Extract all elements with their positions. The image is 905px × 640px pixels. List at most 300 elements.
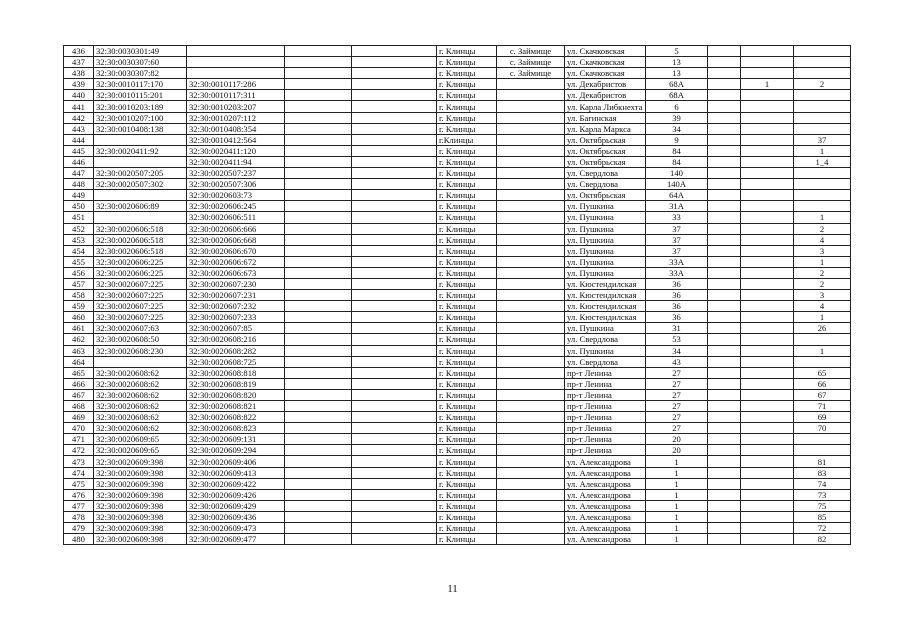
cell-cadastral-number-building: 32:30:0020609:413 — [187, 467, 285, 478]
cell-city: г. Клинцы — [437, 245, 497, 256]
cell-row-number: 473 — [64, 456, 94, 467]
cell-col-5 — [352, 46, 437, 57]
cell-col-11 — [741, 234, 794, 245]
cell-col-11 — [741, 367, 794, 378]
cell-cadastral-number-land: 32:30:0020609:65 — [94, 445, 187, 456]
cell-house-number: 31 — [646, 323, 708, 334]
cell-row-number: 444 — [64, 134, 94, 145]
cell-row-number: 476 — [64, 489, 94, 500]
cell-col-4 — [285, 345, 352, 356]
table-row — [64, 489, 851, 500]
cell-cadastral-number-land: 32:30:0010115:201 — [94, 90, 187, 101]
cell-cadastral-number-land: 32:30:0020608:50 — [94, 334, 187, 345]
cell-street: ул. Пушкина — [565, 267, 646, 278]
cell-house-number: 68А — [646, 79, 708, 90]
cell-house-number: 27 — [646, 412, 708, 423]
table-row — [64, 356, 851, 367]
cell-col-11 — [741, 212, 794, 223]
cell-col-10 — [708, 145, 741, 156]
table-row — [64, 234, 851, 245]
cell-col-5 — [352, 134, 437, 145]
cell-city: г. Клинцы — [437, 523, 497, 534]
cell-row-number: 460 — [64, 312, 94, 323]
cell-col-10 — [708, 301, 741, 312]
cell-col-5 — [352, 312, 437, 323]
cell-cadastral-number-land: 32:30:0020608:62 — [94, 367, 187, 378]
cell-row-number: 450 — [64, 201, 94, 212]
cell-col-5 — [352, 245, 437, 256]
cell-col-4 — [285, 68, 352, 79]
cell-row-number: 454 — [64, 245, 94, 256]
cell-street: пр-т Ленина — [565, 367, 646, 378]
cell-street: ул. Свердлова — [565, 334, 646, 345]
cell-apartment-number — [794, 112, 851, 123]
cell-house-number: 43 — [646, 356, 708, 367]
cell-apartment-number: 73 — [794, 489, 851, 500]
cell-col-5 — [352, 401, 437, 412]
table-row — [64, 123, 851, 134]
cell-settlement — [497, 190, 565, 201]
cell-col-5 — [352, 511, 437, 522]
cell-col-10 — [708, 478, 741, 489]
cell-cadastral-number-building: 32:30:0020609:131 — [187, 434, 285, 445]
table-row — [64, 223, 851, 234]
cell-col-11: 1 — [741, 79, 794, 90]
cell-apartment-number: 2 — [794, 79, 851, 90]
cell-house-number: 140А — [646, 179, 708, 190]
cell-cadastral-number-land: 32:30:0020507:205 — [94, 168, 187, 179]
cell-col-5 — [352, 256, 437, 267]
cell-col-5 — [352, 168, 437, 179]
cell-apartment-number: 66 — [794, 378, 851, 389]
cell-row-number: 474 — [64, 467, 94, 478]
cell-street: ул. Багинская — [565, 112, 646, 123]
cell-cadastral-number-building: 32:30:0010117:311 — [187, 90, 285, 101]
cell-settlement — [497, 401, 565, 412]
cell-col-4 — [285, 511, 352, 522]
cell-col-4 — [285, 434, 352, 445]
cell-street: пр-т Ленина — [565, 445, 646, 456]
cell-col-10 — [708, 467, 741, 478]
table-row — [64, 334, 851, 345]
cell-col-4 — [285, 267, 352, 278]
cell-house-number: 36 — [646, 278, 708, 289]
cell-col-10 — [708, 511, 741, 522]
cell-house-number: 1 — [646, 511, 708, 522]
cell-row-number: 461 — [64, 323, 94, 334]
cell-city: г. Клинцы — [437, 434, 497, 445]
cell-cadastral-number-land: 32:30:0020607:225 — [94, 312, 187, 323]
cell-settlement — [497, 212, 565, 223]
cell-col-4 — [285, 301, 352, 312]
cell-cadastral-number-land: 32:30:0020607:225 — [94, 290, 187, 301]
cell-settlement: с. Займище — [497, 68, 565, 79]
cell-city: г. Клинцы — [437, 356, 497, 367]
cell-col-11 — [741, 478, 794, 489]
cell-row-number: 453 — [64, 234, 94, 245]
cell-col-4 — [285, 523, 352, 534]
cell-col-4 — [285, 123, 352, 134]
cell-row-number: 448 — [64, 179, 94, 190]
cell-col-5 — [352, 190, 437, 201]
cell-apartment-number: 1 — [794, 256, 851, 267]
cell-city: г. Клинцы — [437, 223, 497, 234]
cell-house-number: 1 — [646, 456, 708, 467]
cell-col-11 — [741, 179, 794, 190]
cell-house-number: 27 — [646, 389, 708, 400]
cell-cadastral-number-building: 32:30:0020608:725 — [187, 356, 285, 367]
cell-col-11 — [741, 456, 794, 467]
cell-row-number: 479 — [64, 523, 94, 534]
table-row — [64, 290, 851, 301]
cell-house-number: 33А — [646, 256, 708, 267]
cell-city: г. Клинцы — [437, 234, 497, 245]
cell-settlement — [497, 478, 565, 489]
cell-col-10 — [708, 312, 741, 323]
cell-settlement — [497, 523, 565, 534]
cell-cadastral-number-land: 32:30:0010408:138 — [94, 123, 187, 134]
cell-cadastral-number-land: 32:30:0020609:398 — [94, 523, 187, 534]
table-row — [64, 434, 851, 445]
cell-col-11 — [741, 134, 794, 145]
cell-col-11 — [741, 511, 794, 522]
cell-col-5 — [352, 378, 437, 389]
cell-row-number: 472 — [64, 445, 94, 456]
table-row — [64, 456, 851, 467]
cell-col-5 — [352, 101, 437, 112]
cell-col-11 — [741, 345, 794, 356]
cell-col-5 — [352, 467, 437, 478]
cell-col-5 — [352, 112, 437, 123]
cell-row-number: 449 — [64, 190, 94, 201]
cell-house-number: 1 — [646, 489, 708, 500]
cell-cadastral-number-building: 32:30:0020411:120 — [187, 145, 285, 156]
cell-city: г. Клинцы — [437, 256, 497, 267]
cell-apartment-number: 1 — [794, 145, 851, 156]
cell-cadastral-number-building — [187, 68, 285, 79]
cell-row-number: 442 — [64, 112, 94, 123]
cell-settlement — [497, 278, 565, 289]
cell-col-10 — [708, 401, 741, 412]
cell-city: г. Клинцы — [437, 301, 497, 312]
table-row — [64, 212, 851, 223]
cell-cadastral-number-land: 32:30:0020609:398 — [94, 500, 187, 511]
cell-col-10 — [708, 534, 741, 545]
cell-house-number: 1 — [646, 534, 708, 545]
cell-cadastral-number-building — [187, 57, 285, 68]
cell-settlement — [497, 223, 565, 234]
cell-cadastral-number-building: 32:30:0020609:477 — [187, 534, 285, 545]
table-row — [64, 112, 851, 123]
cell-row-number: 441 — [64, 101, 94, 112]
cell-house-number: 84 — [646, 145, 708, 156]
cell-cadastral-number-building: 32:30:0020608:818 — [187, 367, 285, 378]
table-row — [64, 478, 851, 489]
cell-city: г. Клинцы — [437, 323, 497, 334]
cell-cadastral-number-building: 32:30:0020606:672 — [187, 256, 285, 267]
cell-street: ул. Скачковская — [565, 57, 646, 68]
cell-col-10 — [708, 57, 741, 68]
cell-col-10 — [708, 123, 741, 134]
cell-col-10 — [708, 168, 741, 179]
cell-street: ул. Карла Маркса — [565, 123, 646, 134]
cell-city: г. Клинцы — [437, 145, 497, 156]
cell-settlement — [497, 256, 565, 267]
cell-col-4 — [285, 401, 352, 412]
cell-city: г. Клинцы — [437, 378, 497, 389]
cell-house-number: 140 — [646, 168, 708, 179]
cell-row-number: 471 — [64, 434, 94, 445]
cell-col-4 — [285, 412, 352, 423]
cell-row-number: 446 — [64, 156, 94, 167]
cell-house-number: 27 — [646, 401, 708, 412]
cell-col-11 — [741, 423, 794, 434]
table-row — [64, 323, 851, 334]
cell-col-11 — [741, 57, 794, 68]
cell-settlement — [497, 234, 565, 245]
table-row — [64, 57, 851, 68]
cell-col-11 — [741, 412, 794, 423]
cell-house-number: 34 — [646, 345, 708, 356]
cell-cadastral-number-land: 32:30:0020606:225 — [94, 256, 187, 267]
cell-city: г. Клинцы — [437, 156, 497, 167]
cell-col-11 — [741, 523, 794, 534]
cell-apartment-number: 1 — [794, 212, 851, 223]
cell-col-4 — [285, 478, 352, 489]
cell-city: г. Клинцы — [437, 123, 497, 134]
cell-col-11 — [741, 90, 794, 101]
cell-apartment-number — [794, 168, 851, 179]
cell-col-4 — [285, 389, 352, 400]
cell-cadastral-number-building: 32:30:0020603:73 — [187, 190, 285, 201]
cell-settlement — [497, 134, 565, 145]
table-row — [64, 301, 851, 312]
cell-col-10 — [708, 523, 741, 534]
cell-cadastral-number-land: 32:30:0020608:230 — [94, 345, 187, 356]
cell-col-5 — [352, 201, 437, 212]
cell-col-4 — [285, 445, 352, 456]
cell-apartment-number — [794, 123, 851, 134]
table-row — [64, 90, 851, 101]
cell-street: ул. Кюстендилская — [565, 278, 646, 289]
cell-row-number: 440 — [64, 90, 94, 101]
table-row — [64, 312, 851, 323]
cell-row-number: 468 — [64, 401, 94, 412]
cell-settlement — [497, 389, 565, 400]
cell-apartment-number — [794, 101, 851, 112]
cell-street: ул. Пушкина — [565, 245, 646, 256]
cell-col-10 — [708, 434, 741, 445]
cell-col-10 — [708, 101, 741, 112]
cell-settlement — [497, 79, 565, 90]
cell-settlement — [497, 500, 565, 511]
cell-house-number: 64А — [646, 190, 708, 201]
cell-cadastral-number-building: 32:30:0020607:232 — [187, 301, 285, 312]
cell-col-10 — [708, 334, 741, 345]
cell-city: г. Клинцы — [437, 290, 497, 301]
cell-city: г. Клинцы — [437, 511, 497, 522]
cell-settlement — [497, 378, 565, 389]
cell-city: г. Клинцы — [437, 534, 497, 545]
cell-col-5 — [352, 345, 437, 356]
cell-cadastral-number-building: 32:30:0010207:112 — [187, 112, 285, 123]
cell-apartment-number: 3 — [794, 290, 851, 301]
cell-cadastral-number-land: 32:30:0020609:398 — [94, 456, 187, 467]
cell-cadastral-number-land: 32:30:0020507:302 — [94, 179, 187, 190]
cell-col-4 — [285, 356, 352, 367]
cell-col-5 — [352, 123, 437, 134]
cell-col-10 — [708, 156, 741, 167]
cell-settlement — [497, 434, 565, 445]
cell-street: ул. Александрова — [565, 500, 646, 511]
table-row — [64, 179, 851, 190]
cell-row-number: 470 — [64, 423, 94, 434]
cell-col-5 — [352, 500, 437, 511]
cell-col-10 — [708, 190, 741, 201]
cell-col-10 — [708, 423, 741, 434]
cell-cadastral-number-building: 32:30:0020607:230 — [187, 278, 285, 289]
cell-city: г. Клинцы — [437, 445, 497, 456]
cell-col-11 — [741, 334, 794, 345]
cell-apartment-number — [794, 190, 851, 201]
cell-city: г. Клинцы — [437, 401, 497, 412]
cell-street: ул. Декабристов — [565, 90, 646, 101]
cell-col-10 — [708, 201, 741, 212]
cell-city: г. Клинцы — [437, 389, 497, 400]
cell-city: г. Клинцы — [437, 478, 497, 489]
cell-street: ул. Пушкина — [565, 323, 646, 334]
cell-col-10 — [708, 445, 741, 456]
cell-col-5 — [352, 489, 437, 500]
cell-house-number: 68А — [646, 90, 708, 101]
cell-cadastral-number-building: 32:30:0020609:406 — [187, 456, 285, 467]
cell-city: г. Клинцы — [437, 412, 497, 423]
cell-cadastral-number-building — [187, 46, 285, 57]
cell-apartment-number: 26 — [794, 323, 851, 334]
cell-col-5 — [352, 445, 437, 456]
cell-cadastral-number-land: 32:30:0020606:518 — [94, 223, 187, 234]
cell-city: г.Клинцы — [437, 134, 497, 145]
cell-house-number: 1 — [646, 467, 708, 478]
cell-house-number: 5 — [646, 46, 708, 57]
cell-col-10 — [708, 500, 741, 511]
cell-col-10 — [708, 68, 741, 79]
cell-apartment-number: 2 — [794, 223, 851, 234]
cell-row-number: 467 — [64, 389, 94, 400]
cell-col-4 — [285, 190, 352, 201]
cell-cadastral-number-land: 32:30:0020608:62 — [94, 412, 187, 423]
cell-cadastral-number-land: 32:30:0010207:100 — [94, 112, 187, 123]
cell-city: г. Клинцы — [437, 500, 497, 511]
table-row — [64, 46, 851, 57]
cell-settlement — [497, 356, 565, 367]
cell-col-5 — [352, 356, 437, 367]
cell-street: ул. Александрова — [565, 489, 646, 500]
cell-street: пр-т Ленина — [565, 378, 646, 389]
cell-col-10 — [708, 134, 741, 145]
cell-col-10 — [708, 234, 741, 245]
table-row — [64, 201, 851, 212]
cell-col-4 — [285, 467, 352, 478]
cell-col-10 — [708, 412, 741, 423]
cell-col-10 — [708, 323, 741, 334]
cell-col-10 — [708, 456, 741, 467]
cell-apartment-number: 72 — [794, 523, 851, 534]
cell-city: г. Клинцы — [437, 367, 497, 378]
cell-apartment-number: 82 — [794, 534, 851, 545]
cell-settlement — [497, 323, 565, 334]
cell-city: г. Клинцы — [437, 334, 497, 345]
cell-col-4 — [285, 323, 352, 334]
cell-col-5 — [352, 68, 437, 79]
cell-house-number: 20 — [646, 434, 708, 445]
cell-street: пр-т Ленина — [565, 434, 646, 445]
cell-row-number: 452 — [64, 223, 94, 234]
cell-house-number: 9 — [646, 134, 708, 145]
cell-cadastral-number-building: 32:30:0020608:820 — [187, 389, 285, 400]
cell-cadastral-number-land: 32:30:0020607:225 — [94, 301, 187, 312]
cell-col-4 — [285, 90, 352, 101]
cell-cadastral-number-land: 32:30:0020609:398 — [94, 511, 187, 522]
cell-col-5 — [352, 523, 437, 534]
cell-city: г. Клинцы — [437, 57, 497, 68]
cell-house-number: 36 — [646, 312, 708, 323]
cell-cadastral-number-building: 32:30:0020609:422 — [187, 478, 285, 489]
cell-apartment-number — [794, 68, 851, 79]
cell-settlement — [497, 168, 565, 179]
cell-row-number: 477 — [64, 500, 94, 511]
cell-row-number: 437 — [64, 57, 94, 68]
cell-row-number: 451 — [64, 212, 94, 223]
cell-col-5 — [352, 145, 437, 156]
table-row — [64, 467, 851, 478]
table-row — [64, 511, 851, 522]
cell-street: ул. Свердлова — [565, 356, 646, 367]
cell-city: г. Клинцы — [437, 345, 497, 356]
cell-col-4 — [285, 101, 352, 112]
cell-row-number: 459 — [64, 301, 94, 312]
cell-cadastral-number-land: 32:30:0020606:518 — [94, 245, 187, 256]
cell-cadastral-number-land: 32:30:0020609:398 — [94, 534, 187, 545]
cell-street: ул. Александрова — [565, 456, 646, 467]
cell-col-5 — [352, 478, 437, 489]
cell-house-number: 33 — [646, 212, 708, 223]
cell-house-number: 1 — [646, 523, 708, 534]
cell-col-11 — [741, 489, 794, 500]
cell-cadastral-number-building: 32:30:0020507:237 — [187, 168, 285, 179]
table-row — [64, 500, 851, 511]
cell-city: г. Клинцы — [437, 489, 497, 500]
cell-street: ул. Пушкина — [565, 256, 646, 267]
cell-col-5 — [352, 412, 437, 423]
cell-settlement — [497, 423, 565, 434]
cell-col-4 — [285, 334, 352, 345]
cell-col-10 — [708, 90, 741, 101]
cell-street: ул. Пушкина — [565, 201, 646, 212]
table-row — [64, 534, 851, 545]
cell-house-number: 36 — [646, 301, 708, 312]
cell-house-number: 36 — [646, 290, 708, 301]
cell-street: ул. Александрова — [565, 467, 646, 478]
cell-cadastral-number-land: 32:30:0020609:398 — [94, 489, 187, 500]
cell-col-5 — [352, 334, 437, 345]
table-row — [64, 278, 851, 289]
cell-col-11 — [741, 290, 794, 301]
cell-cadastral-number-land: 32:30:0030307:60 — [94, 57, 187, 68]
cell-house-number: 37 — [646, 245, 708, 256]
cell-cadastral-number-building: 32:30:0020411:94 — [187, 156, 285, 167]
cell-street: ул. Кюстендилская — [565, 290, 646, 301]
